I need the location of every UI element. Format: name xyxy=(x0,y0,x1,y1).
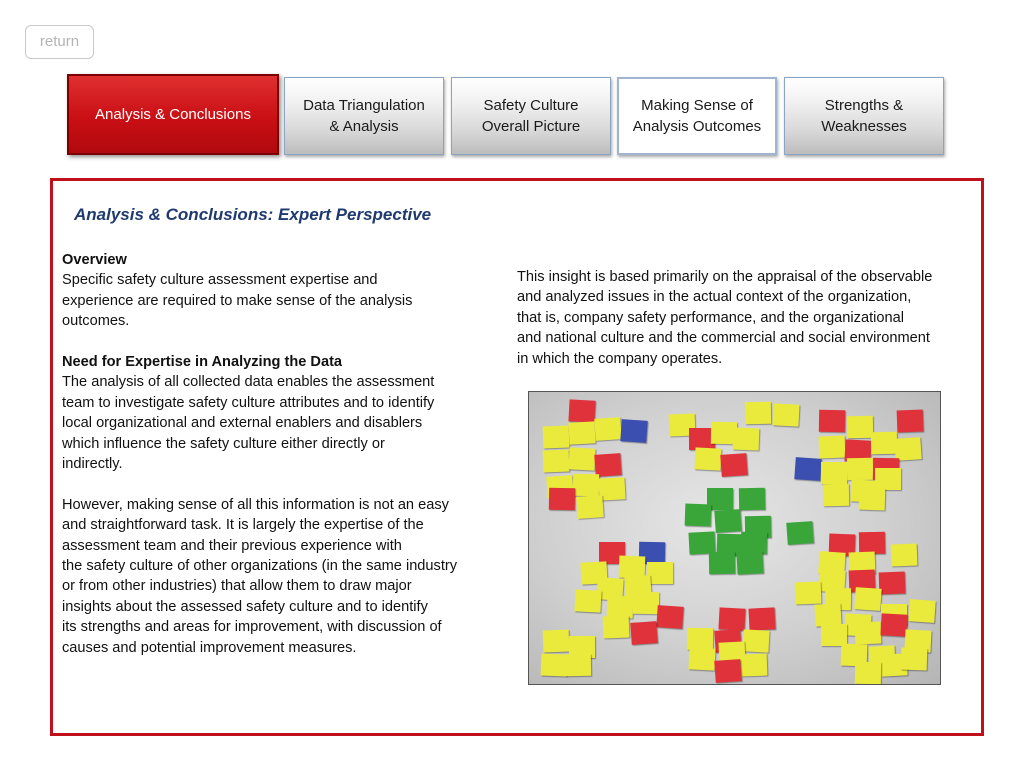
sticky-note xyxy=(879,572,906,595)
however-line: insights about the assessed safety culture and to identify xyxy=(62,598,428,615)
however-section xyxy=(62,495,494,658)
overview-section xyxy=(62,250,494,332)
sticky-note xyxy=(733,428,760,451)
sticky-note xyxy=(688,531,715,554)
sticky-note xyxy=(656,605,683,629)
sticky-note xyxy=(633,592,659,614)
sticky-note xyxy=(871,432,897,454)
tab-label: Strengths & Weaknesses xyxy=(821,97,907,135)
sticky-note xyxy=(880,613,907,636)
need-line: indirectly. xyxy=(62,456,123,473)
tab-data-triangulation[interactable] xyxy=(284,77,444,155)
need-line: team to investigate safety culture attributes and to identify xyxy=(62,394,435,411)
sticky-note xyxy=(748,607,775,630)
sticky-note xyxy=(549,488,575,510)
sticky-note xyxy=(742,629,769,652)
insight-line: and analyzed issues in the actual context of the organization, xyxy=(517,289,912,306)
sticky-note xyxy=(908,599,935,623)
sticky-note xyxy=(603,616,630,639)
sticky-note xyxy=(714,509,741,533)
sticky-note xyxy=(854,587,881,611)
however-line: and straightforward task. It is largely the expertise of the xyxy=(62,517,424,534)
sticky-note xyxy=(574,589,601,612)
sticky-note xyxy=(543,426,570,449)
however-line: assessment team and their previous experience with xyxy=(62,537,402,554)
sticky-note xyxy=(688,647,715,670)
sticky-note xyxy=(821,462,847,484)
sticky-note xyxy=(897,410,924,433)
sticky-note xyxy=(568,447,595,470)
sticky-note xyxy=(630,621,657,645)
sticky-note xyxy=(859,488,886,511)
overview-line: outcomes. xyxy=(62,313,130,330)
overview-line: experience are required to make sense of the analysis xyxy=(62,292,413,309)
tab-making-sense[interactable] xyxy=(617,77,777,155)
sticky-note xyxy=(855,622,882,645)
tab-label: Data Triangulation & Analysis xyxy=(303,97,425,135)
sticky-note xyxy=(819,410,845,432)
sticky-note xyxy=(576,495,603,519)
left-column xyxy=(62,250,494,678)
sticky-notes-photo xyxy=(528,391,941,685)
sticky-note xyxy=(855,662,881,684)
return-button[interactable]: return xyxy=(25,25,94,59)
sticky-note xyxy=(598,477,625,500)
sticky-note xyxy=(694,447,721,470)
page-title: Analysis & Conclusions: Expert Perspective xyxy=(74,205,432,224)
sticky-note xyxy=(795,582,822,605)
sticky-note xyxy=(718,607,745,630)
however-line: its strengths and areas for improvement, with discussion of xyxy=(62,619,442,636)
sticky-note xyxy=(794,457,821,481)
tab-label: Making Sense of Analysis Outcomes xyxy=(632,97,762,135)
sticky-note xyxy=(739,488,765,510)
insight-line: that is, company safety performance, and the organizational xyxy=(517,309,904,326)
however-line: However, making sense of all this information is not an easy xyxy=(62,496,449,513)
sticky-note xyxy=(543,630,570,653)
sticky-note xyxy=(568,399,595,422)
sticky-note xyxy=(786,521,813,545)
sticky-note xyxy=(565,654,591,676)
however-line: causes and potential improvement measures. xyxy=(62,639,357,656)
sticky-note xyxy=(875,468,901,490)
tab-strengths-weaknesses[interactable] xyxy=(784,77,944,155)
sticky-note xyxy=(568,421,595,444)
sticky-note xyxy=(594,417,621,441)
sticky-note xyxy=(901,648,928,671)
sticky-note xyxy=(709,552,735,574)
sticky-note xyxy=(741,654,768,677)
insight-line: and national culture and the commercial and social environment xyxy=(517,330,930,347)
sticky-note xyxy=(819,436,846,459)
sticky-note xyxy=(685,504,712,527)
need-heading: Need for Expertise in Analyzing the Data xyxy=(62,354,343,371)
sticky-note xyxy=(772,403,799,426)
need-line: which influence the safety culture either directly or xyxy=(62,435,385,452)
sticky-note xyxy=(736,551,763,574)
need-line: The analysis of all collected data enables the assessment xyxy=(62,374,435,391)
sticky-note xyxy=(891,544,918,567)
however-line: or from other industries) that allow them to draw major xyxy=(62,578,412,595)
tab-safety-culture-overall-picture[interactable] xyxy=(451,77,611,155)
tab-analysis-conclusions[interactable] xyxy=(67,74,279,155)
sticky-note xyxy=(745,402,771,424)
need-section xyxy=(62,352,494,474)
sticky-note xyxy=(847,416,873,438)
need-line: local organizational and external enablers and disablers xyxy=(62,415,423,432)
sticky-note xyxy=(620,419,647,443)
tab-label: Safety Culture Overall Picture xyxy=(481,97,581,135)
insight-text xyxy=(517,267,972,369)
sticky-note xyxy=(720,453,747,477)
sticky-note xyxy=(541,654,568,677)
sticky-note xyxy=(543,450,570,473)
sticky-note xyxy=(847,458,873,480)
insight-line: This insight is based primarily on the appraisal of the observable xyxy=(517,269,933,285)
overview-line: Specific safety culture assessment expertise and xyxy=(62,272,378,289)
sticky-note xyxy=(823,484,849,506)
however-line: the safety culture of other organizations (in the same industry xyxy=(62,558,458,575)
tab-label: Analysis & Conclusions xyxy=(95,106,251,123)
sticky-note xyxy=(714,659,741,683)
overview-heading: Overview xyxy=(62,252,127,268)
sticky-note xyxy=(647,562,673,584)
insight-line: in which the company operates. xyxy=(517,350,723,367)
sticky-note xyxy=(573,474,599,496)
